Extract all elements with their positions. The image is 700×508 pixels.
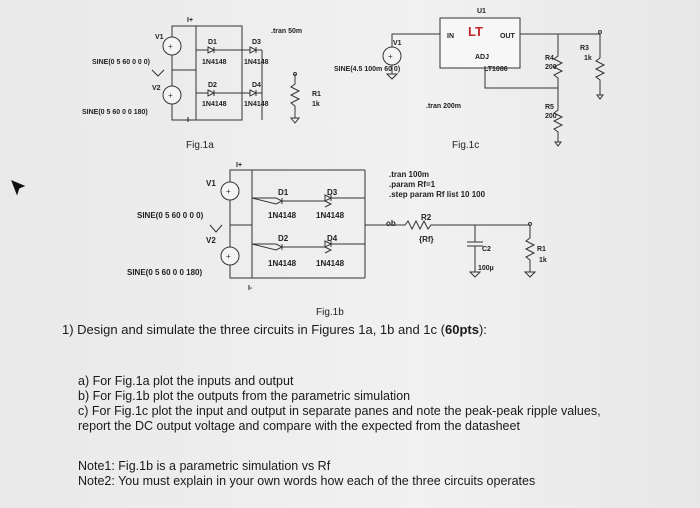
fig1b-r2-value: {Rf} [419,235,434,244]
fig1a-caption: Fig.1a [186,140,214,151]
question-title [62,322,487,337]
fig1a-v2-source: SINE(0 5 60 0 0 180) [82,109,148,116]
svg-text:+: + [168,91,173,100]
fig1c-v1-label: V1 [393,40,402,47]
fig1b-r1-label: R1 [537,246,546,253]
fig1c-tran-directive: .tran 200m [426,103,462,110]
fig1b-caption: Fig.1b [316,307,344,318]
fig1b-d4-label: D4 [327,234,338,243]
fig1c-u1-label: U1 [477,8,486,15]
linear-tech-logo-icon: LT [468,24,483,39]
mouse-cursor-icon [12,181,24,194]
fig1b-d4-model: 1N4148 [316,259,345,268]
fig1b-current-minus-label: I- [248,285,253,292]
fig1a-d3-label: D3 [252,39,261,46]
fig1b-d1-label: D1 [278,188,289,197]
fig1b-c2-label: C2 [482,246,491,253]
fig1c-r5-value: 200 [545,113,557,120]
fig1a-current-plus-label: I+ [187,17,194,24]
fig1b-d3-label: D3 [327,188,338,197]
fig1b-circuit [210,170,535,278]
question-part-b: b) For Fig.1b plot the outputs from the parametric simulation [78,389,411,403]
fig1a-d4-model: 1N4148 [244,101,269,108]
fig1a-r1-label: R1 [312,91,321,98]
fig1c-caption: Fig.1c [452,140,480,151]
fig1b-d1-model: 1N4148 [268,211,297,220]
fig1a-circuit [152,26,299,123]
fig1c-r3-label: R3 [580,45,589,52]
fig1c-in-pin: IN [447,33,454,40]
fig1a-current-minus-label: I- [187,117,192,124]
fig1a-d1-label: D1 [208,39,217,46]
fig1b-d2-label: D2 [278,234,289,243]
fig1a-d2-label: D2 [208,82,217,89]
fig1c-r5-label: R5 [545,104,554,111]
question-title-text: 1) Design and simulate the three circuits in Figures 1a, 1b and 1c ( [62,322,445,337]
question-part-c-line2: report the DC output voltage and compare with the expected from the datasheet [78,419,520,433]
question-title-end: ): [478,322,487,337]
svg-text:+: + [388,52,393,61]
fig1b-v2-label: V2 [206,236,216,245]
fig1c-r3-value: 1k [584,55,592,62]
fig1b-tran-directive: .tran 100m [389,170,430,179]
fig1a-d4-label: D4 [252,82,261,89]
svg-text:+: + [226,252,231,261]
fig1a-v1-label: V1 [155,34,164,41]
fig1b-net-ob-label: ob [386,219,396,228]
fig1b-current-plus-label: I+ [236,162,243,169]
fig1a-tran-directive: .tran 50m [271,28,303,35]
fig1c-r4-label: R4 [545,55,554,62]
fig1b-r2-label: R2 [421,213,432,222]
fig1c-r4-value: 200 [545,64,557,71]
question-points: 60pts [444,322,479,337]
fig1c-v1-source: SINE(4.5 100m 60 0) [334,66,401,73]
fig1b-r1-value: 1k [539,257,547,264]
fig1c-part-number: LT1086 [484,66,508,73]
svg-text:+: + [168,42,173,51]
fig1a-v2-label: V2 [152,85,161,92]
fig1a-d2-model: 1N4148 [202,101,227,108]
question-note1: Note1: Fig.1b is a parametric simulation vs Rf [78,459,331,473]
svg-text:+: + [226,187,231,196]
fig1b-v2-source: SINE(0 5 60 0 0 180) [127,268,203,277]
fig1a-d1-model: 1N4148 [202,59,227,66]
fig1b-c2-value: 100µ [478,265,494,272]
fig1a-v1-source: SINE(0 5 60 0 0 0) [92,59,150,66]
fig1b-d2-model: 1N4148 [268,259,297,268]
question-note2: Note2: You must explain in your own words how each of the three circuits operates [78,474,536,488]
fig1b-step-directive: .step param Rf list 10 100 [389,190,486,199]
fig1c-adj-pin: ADJ [475,54,490,61]
question-part-c-line1: c) For Fig.1c plot the input and output in separate panes and note the peak-peak ripple values, [78,404,601,418]
fig1b-d3-model: 1N4148 [316,211,345,220]
fig1c-out-pin: OUT [500,33,515,40]
fig1a-d3-model: 1N4148 [244,59,269,66]
fig1b-v1-source: SINE(0 5 60 0 0 0) [137,211,204,220]
fig1b-param-directive: .param Rf=1 [389,180,436,189]
fig1c-circuit [383,18,604,146]
fig1a-r1-value: 1k [312,101,320,108]
question-part-a: a) For Fig.1a plot the inputs and output [78,374,294,388]
fig1b-v1-label: V1 [206,179,216,188]
